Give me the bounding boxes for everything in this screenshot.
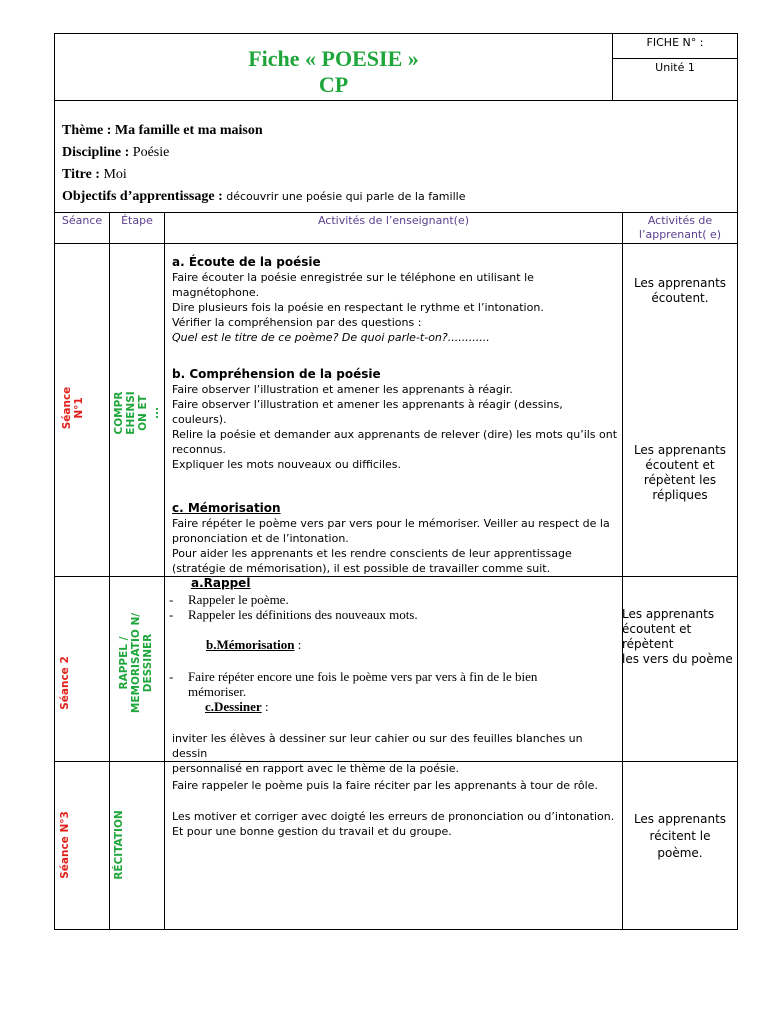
- memorisation-title: c. Mémorisation: [172, 501, 281, 515]
- memorisation-line: Pour aider les apprenants et les rendre conscients de leur apprentissage: [172, 547, 572, 560]
- seance2-memo-colon: :: [294, 637, 302, 652]
- title-line-1: Fiche « POESIE »: [248, 46, 419, 71]
- titre-label: Titre :: [62, 167, 100, 182]
- seance2-memorisation-heading: [206, 637, 301, 653]
- comprehension-line: reconnus.: [172, 443, 226, 456]
- dessin-line: inviter les élèves à dessiner sur leur cahier ou sur des feuilles blanches un dessin: [172, 732, 583, 760]
- theme-line: [62, 120, 732, 142]
- theme-label: Thème :: [62, 123, 112, 138]
- seance3-line: Faire rappeler le poème puis la faire réciter par les apprenants à tour de rôle.: [172, 779, 598, 792]
- ecoute-line: Vérifier la compréhension par des questions :: [172, 316, 422, 329]
- dessin-line: personnalisé en rapport avec le thème de la poésie.: [172, 762, 460, 775]
- ecoute-question: Quel est le titre de ce poème? De quoi parle-t-on?............: [172, 331, 490, 344]
- seance1-memorisation: [172, 501, 620, 576]
- student-line: répliques: [652, 488, 708, 502]
- list-item: - Rappeler le poème.: [169, 592, 619, 607]
- col-header-apprenant-line2: l’apprenant( e): [638, 228, 722, 241]
- seance1-etape-line3: ON ET: [137, 395, 149, 431]
- comprehension-line: Faire observer l’illustration et amener les apprenants à réagir.: [172, 383, 513, 396]
- col-header-enseignant: Activités de l’enseignant(e): [317, 214, 470, 227]
- seance2-dessin-heading: [205, 699, 269, 715]
- seance2-etape-line3: DESSINER: [142, 633, 154, 693]
- ecoute-line: magnétophone.: [172, 286, 260, 299]
- fiche-number-label: FICHE N° :: [646, 36, 704, 49]
- dessin-title: c.Dessiner: [205, 699, 262, 714]
- seance1-etape-line1: COMPR: [113, 391, 125, 435]
- seance3-label: Séance N°3: [59, 811, 71, 879]
- seance3-line: Les motiver et corriger avec doigté les erreurs de prononciation ou d’intonation.: [172, 810, 615, 823]
- student-line: écoutent et: [645, 458, 715, 472]
- seance1-etape-line4: ...: [149, 407, 161, 419]
- titre-line: [62, 164, 732, 186]
- seance3-student: [623, 811, 737, 862]
- page-title: [55, 46, 612, 98]
- student-line: les vers du poème: [622, 652, 733, 666]
- seance2-memo-title: b.Mémorisation: [206, 637, 295, 652]
- ecoute-title: a. Écoute de la poésie: [172, 255, 321, 269]
- seance2-label: Séance 2: [59, 656, 71, 710]
- memorisation-line: (stratégie de mémorisation), il est possible de travailler comme suit.: [172, 562, 551, 575]
- memorisation-line: prononciation et de l’intonation.: [172, 532, 349, 545]
- comprehension-line: Relire la poésie et demander aux apprenants de relever (dire) les mots qu’ils ont: [172, 428, 618, 441]
- objectifs-line: [62, 186, 732, 208]
- seance2-etape-line2: MEMORISATIO N/: [130, 612, 142, 714]
- student-line: poème.: [657, 846, 703, 860]
- seance1-student-a: [623, 276, 737, 306]
- seance1-label: [61, 387, 85, 430]
- seance1-etape-line2: EHENSI: [125, 391, 137, 435]
- memo-item-line1: - Faire répéter encore une fois le poème vers par vers à fin de le bien: [188, 669, 538, 684]
- student-line: récitent le: [649, 829, 711, 843]
- seance1-comprehension: [172, 367, 620, 472]
- student-line: écoutent et répètent: [622, 622, 692, 651]
- discipline-label: Discipline :: [62, 145, 130, 160]
- comprehension-line: Expliquer les mots nouveaux ou difficiles.: [172, 458, 402, 471]
- student-line: Les apprenants: [633, 443, 727, 457]
- ecoute-line: Dire plusieurs fois la poésie en respectant le rythme et l’intonation.: [172, 301, 544, 314]
- seance3-text-a: [172, 778, 620, 793]
- titre-value: Moi: [103, 167, 127, 182]
- theme-value: Ma famille et ma maison: [114, 123, 263, 138]
- seance1-etape-clip: [110, 380, 164, 446]
- list-item: [169, 669, 619, 699]
- student-line: Les apprenants: [633, 276, 727, 290]
- seance3-etape: RÉCITATION: [113, 810, 125, 880]
- seance1-label-line2: N°1: [73, 397, 85, 419]
- comprehension-line: Faire observer l’illustration et amener les apprenants à réagir (dessins,: [172, 398, 563, 411]
- comprehension-title: b. Compréhension de la poésie: [172, 367, 381, 381]
- seance1-etape: [113, 391, 161, 434]
- discipline-line: [62, 142, 732, 164]
- student-line: répètent les: [643, 473, 717, 487]
- ecoute-line: Faire écouter la poésie enregistrée sur le téléphone en utilisant le: [172, 271, 534, 284]
- objectifs-label: Objectifs d’apprentissage :: [62, 189, 223, 204]
- seance2-student: [622, 607, 738, 667]
- seance1-student-b: [623, 443, 737, 503]
- memo-item-line2: mémoriser.: [188, 684, 247, 699]
- objectifs-value: découvrir une poésie qui parle de la famille: [226, 190, 466, 203]
- student-line: Les apprenants: [633, 812, 727, 826]
- seance3-text-b: [172, 809, 620, 839]
- seance2-etape: [118, 613, 154, 713]
- seance1-ecoute: [172, 255, 620, 345]
- student-line: écoutent.: [651, 291, 709, 305]
- rappel-title: a.Rappel: [191, 576, 251, 590]
- seance2-etape-line1: RAPPEL /: [118, 636, 130, 690]
- info-block: [62, 120, 732, 208]
- memorisation-line: Faire répéter le poème vers par vers pour le mémoriser. Veiller au respect de la: [172, 517, 610, 530]
- unit-label: Unité 1: [655, 61, 695, 74]
- dessin-colon: :: [261, 699, 269, 714]
- list-item: - Rappeler les définitions des nouveaux mots.: [169, 607, 619, 622]
- discipline-value: Poésie: [132, 145, 170, 160]
- dessin-text: [172, 731, 620, 776]
- title-line-2: CP: [318, 72, 349, 97]
- rappel-list: [169, 592, 619, 622]
- student-line: Les apprenants: [622, 607, 715, 621]
- col-header-apprenant: [623, 214, 737, 242]
- col-header-apprenant-line1: Activités de: [647, 214, 713, 227]
- comprehension-line: couleurs).: [172, 413, 227, 426]
- seance3-line: Et pour une bonne gestion du travail et du groupe.: [172, 825, 452, 838]
- col-header-seance: Séance: [61, 214, 103, 227]
- seance2-memo-list: [169, 669, 619, 699]
- seance1-label-line1: Séance: [61, 386, 73, 430]
- col-header-etape: Étape: [121, 214, 153, 227]
